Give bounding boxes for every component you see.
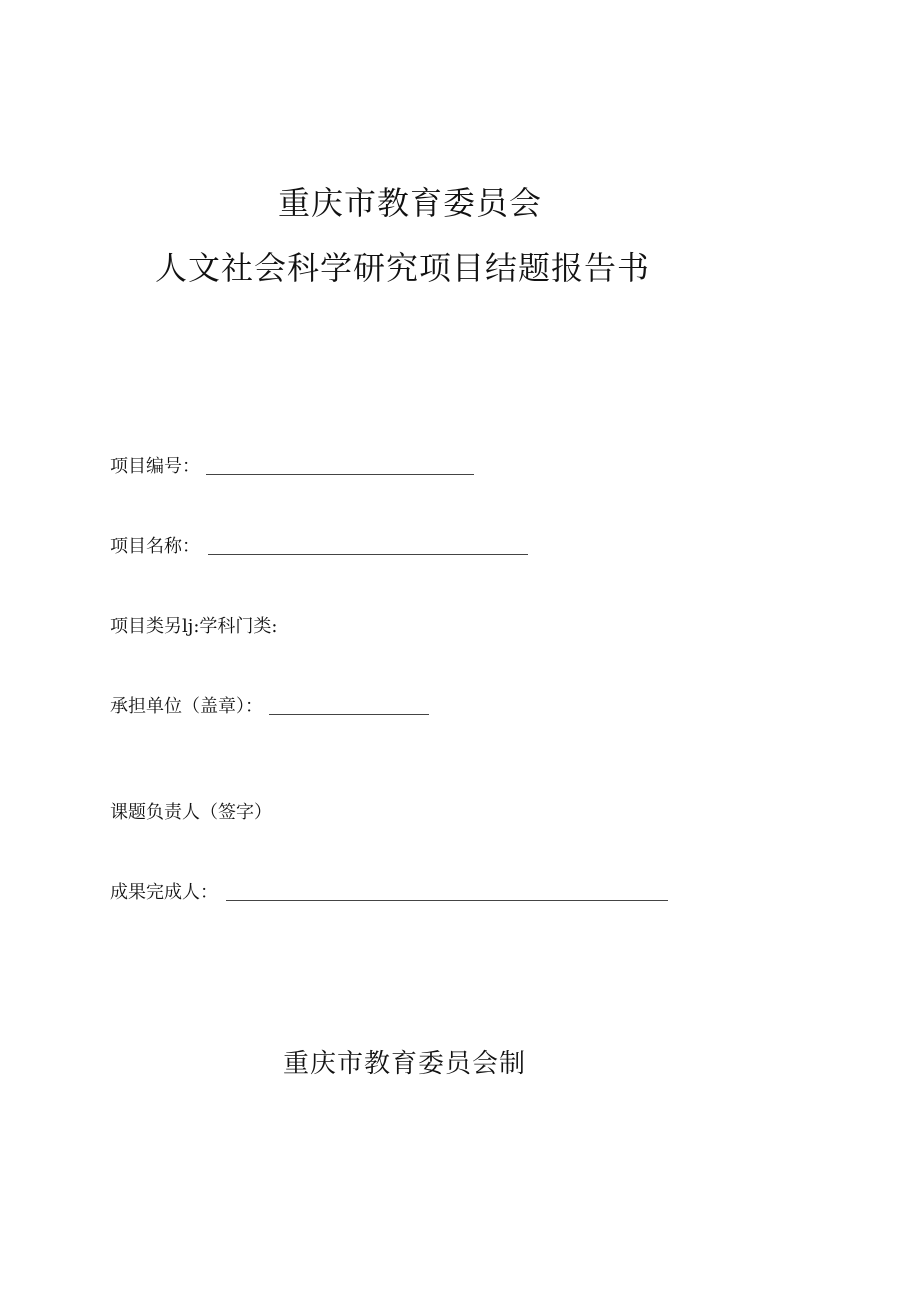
project-leader-field [110,798,272,824]
undertaking-unit-blank-line[interactable] [269,713,429,715]
project-name-blank-line[interactable] [208,553,528,555]
project-category-field [110,612,277,638]
document-title-line-2: 人文社会科学研究项目结题报告书 [155,249,651,287]
achievement-members-field [110,878,668,904]
project-name-field [110,532,528,558]
project-name-label: 项目名称： [110,536,200,557]
achievement-members-label: 成果完成人： [110,882,218,903]
undertaking-unit-field [110,692,429,718]
project-category-label: 项目类另lj:学科门类: [110,616,278,637]
project-number-label: 项目编号： [110,456,200,477]
issuer-footer: 重庆市教育委员会制 [283,1049,527,1079]
achievement-members-blank-line[interactable] [226,899,668,901]
project-leader-label: 课题负责人（签字） [110,802,272,823]
project-number-blank-line[interactable] [206,473,474,475]
undertaking-unit-label: 承担单位（盖章）： [110,696,263,717]
project-number-field [110,452,474,478]
document-title-line-1: 重庆市教育委员会 [278,184,543,222]
